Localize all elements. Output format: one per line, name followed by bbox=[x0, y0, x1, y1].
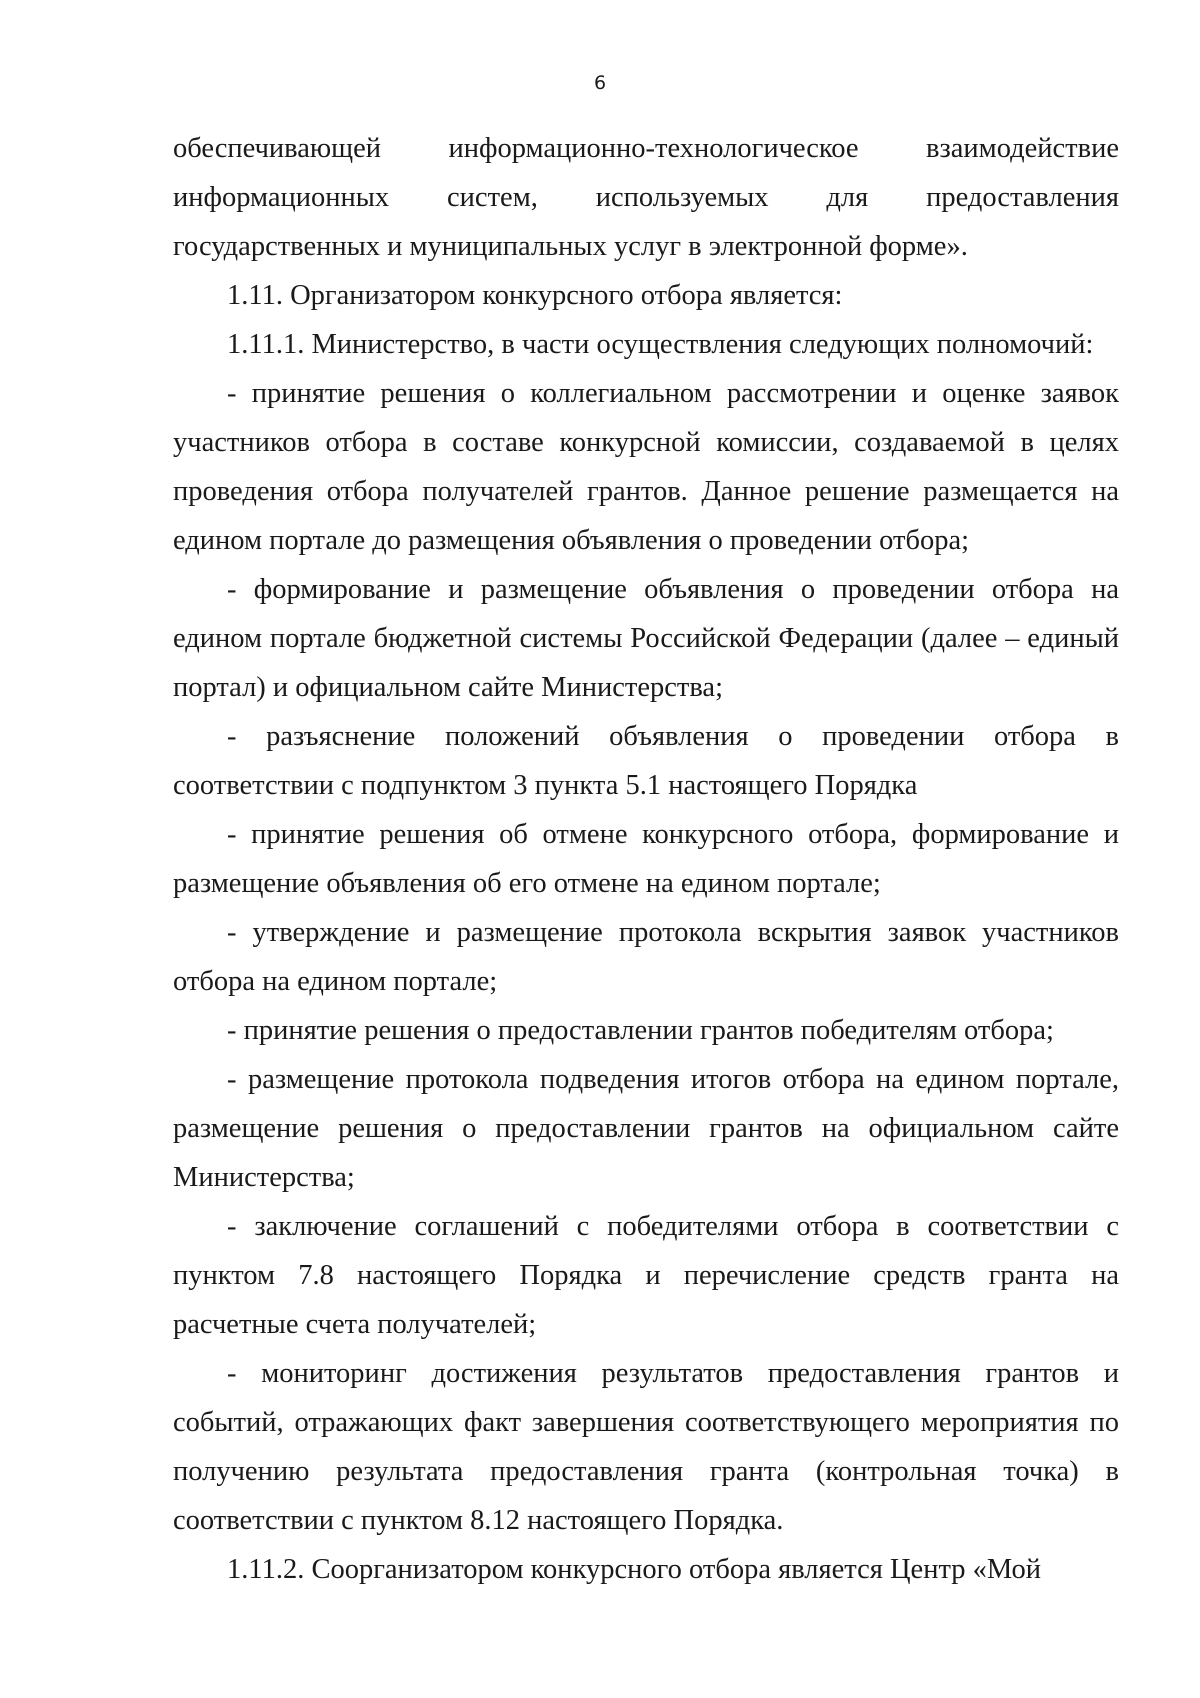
list-item-grant-decision: - принятие решения о предоставлении грантов победителям отбора; bbox=[227, 1015, 1054, 1046]
list-item-agreements: - заключение соглашений с победителями отбора в соответствии с пунктом 7.8 настоящего Порядка и перечисление средств гранта на расчетные счета получателей; bbox=[173, 1211, 1119, 1340]
list-item-opening-protocol: - утверждение и размещение протокола вскрытия заявок участников отбора на едином портале; bbox=[173, 917, 1119, 997]
list-item-clarification: - разъяснение положений объявления о проведении отбора в соответствии с подпунктом 3 пункта 5.1 настоящего Порядка bbox=[173, 721, 1119, 801]
list-item-monitoring: - мониторинг достижения результатов предоставления грантов и событий, отражающих факт завершения соответствующего мероприятия по получению результата предоставления гранта (контрольная точка) в соответствии с пунктом 8.12 настоящего Порядка. bbox=[173, 1358, 1119, 1536]
list-item-announcement: - формирование и размещение объявления о проведении отбора на едином портале бюджетной системы Российской Федерации (далее – единый портал) и официальном сайте Министерства; bbox=[173, 574, 1119, 703]
list-item-cancellation: - принятие решения об отмене конкурсного отбора, формирование и размещение объявления об его отмене на едином портале; bbox=[173, 819, 1119, 899]
list-item-results-protocol: - размещение протокола подведения итогов отбора на едином портале, размещение решения о предоставлении грантов на официальном сайте Министерства; bbox=[173, 1064, 1119, 1193]
list-item-collegial-review: - принятие решения о коллегиальном рассмотрении и оценке заявок участников отбора в составе конкурсной комиссии, создаваемой в целях проведения отбора получателей грантов. Данное решение размещается на едином портале до размещения объявления о проведении отбора; bbox=[173, 378, 1119, 556]
paragraph-1-11-2: 1.11.2. Соорганизатором конкурсного отбора является Центр «Мой bbox=[227, 1554, 1042, 1585]
document-body bbox=[173, 124, 1119, 1594]
paragraph-1-11: 1.11. Организатором конкурсного отбора является: bbox=[227, 280, 843, 311]
page-number: 6 bbox=[593, 72, 607, 94]
paragraph-1-11-1: 1.11.1. Министерство, в части осуществления следующих полномочий: bbox=[227, 329, 1094, 360]
paragraph-continuation: обеспечивающей информационно-технологическое взаимодействие информационных систем, используемых для предоставления государственных и муниципальных услуг в электронной форме». bbox=[173, 133, 1119, 262]
